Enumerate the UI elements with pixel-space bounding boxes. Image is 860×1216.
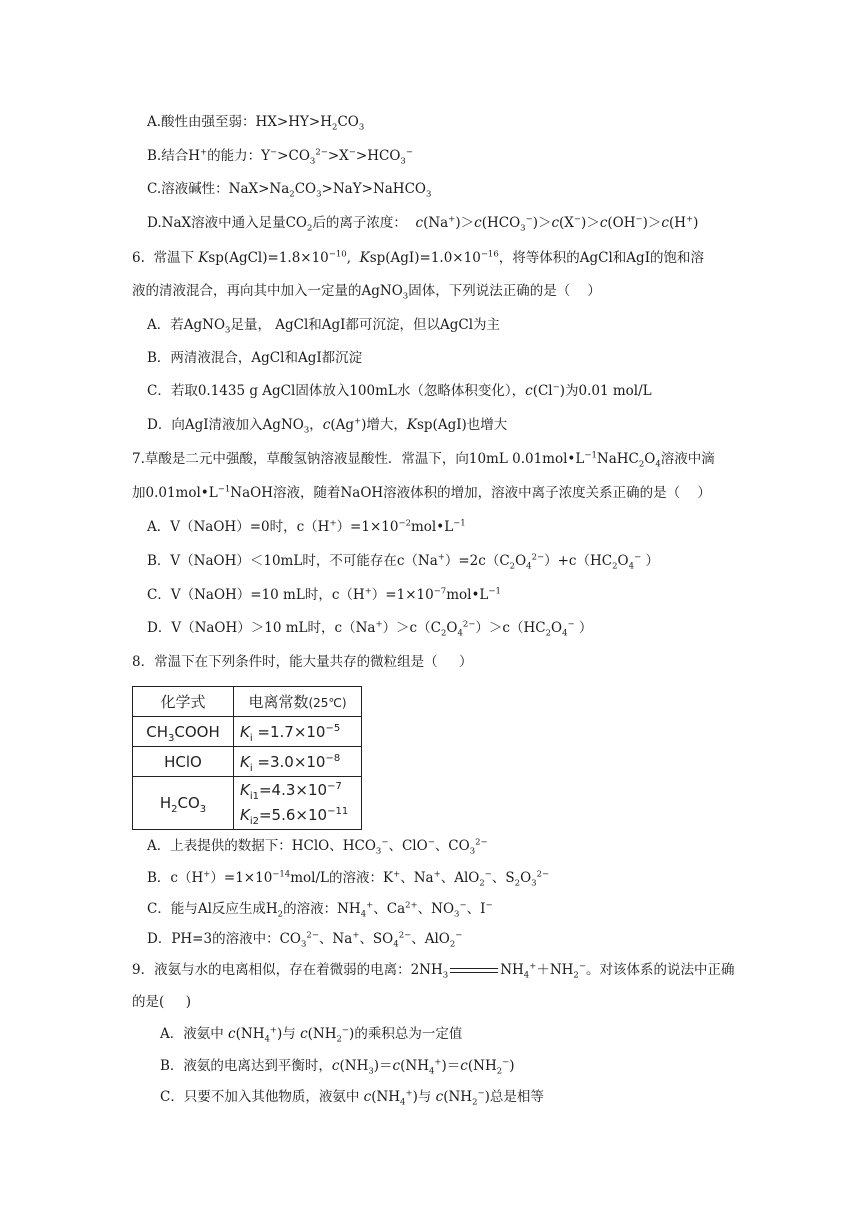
q6-stem-line2: 液的清液混合，再向其中加入一定量的AgNO$_3$固体，下列说法正确的是（ ） <box>132 283 601 302</box>
q6-option-a: A．若AgNO$_3$足量， AgCl和AgI都可沉淀，但以AgCl为主 <box>147 317 501 336</box>
q6-stem-line1: 6. 常温下 $Ksp(AgCl)=1.8\times 10^{-10}$, $Ksp(AgI)=1.0\times 10^{-16}$，将等体积的AgCl和AgI的饱和溶 <box>132 249 705 266</box>
q7-stem-line1: 7.草酸是二元中强酸，草酸氢钠溶液显酸性．常温下，向10mL $0.01mol•L^{-1}NaHC_2O_4$溶液中滴 <box>132 450 715 470</box>
q7-option-a: A．V（NaOH）=0时，$c(H^+)=1\times 10^{-2}mol•L^{-1}$ <box>147 518 466 535</box>
constant-cell: $K_{i1}=4.3\times 10^{-7}$ $K_{i2}=5.6\times 10^{-11}$ <box>234 777 362 830</box>
formula-cell: $CH_3COOH$ <box>133 717 234 747</box>
q8-option-c: C．能与Al反应生成$H_2$的溶液：$NH_4^+$、$Ca^{2+}$、$NO_3^-$、I− <box>147 900 493 920</box>
q9-option-b: B．液氨的电离达到平衡时，$c(NH_3)=c(NH_4^+)=c(NH_2^-)$ <box>160 1057 515 1077</box>
q8-option-a: A．上表提供的数据下：HClO、$HCO_3^-$、ClO−、$CO_3^{2-}$ <box>147 837 488 857</box>
q9-option-c: C．只要不加入其他物质，液氨中 $c(NH_4^+)$与 $c(NH_2^-)$总是相等 <box>160 1088 544 1108</box>
q7-option-b: B．V（NaOH）＜10mL时，不可能存在$c(Na^+)=2c(C_2O_4^{2-})+c(HC_2O_4^-$ ） <box>147 552 659 572</box>
constant-cell: $K_i =3.0\times 10^{-8}$ <box>234 747 362 777</box>
constant-cell: $K_i =1.7\times 10^{-5}$ <box>234 717 362 747</box>
formula-cell: HClO <box>133 747 234 777</box>
q8-stem: 8．常温下在下列条件时，能大量共存的微粒组是（ ） <box>132 654 473 670</box>
table-row <box>133 717 362 747</box>
header-formula: 化学式 <box>133 687 234 717</box>
q9-option-a: A．液氨中 $c(NH_4^+)$与 $c(NH_2^-)$的乘积总为一定值 <box>160 1025 463 1045</box>
q7-stem-line2: 加$0.01mol•L^{-1}NaOH$溶液，随着NaOH溶液体积的增加，溶液中离子浓度关系正确的是（ ） <box>132 484 711 501</box>
q9-stem-line1: 9．液氨与水的电离相似，存在着微弱的电离：$2NH_3$ $NH_4^++NH_2^-$。对该体系的说法中正确 <box>132 961 735 981</box>
q6-option-c: C．若取0.1435 g AgCl固体放入100mL水（忽略体积变化），c(Cl−)为0.01 mol/L <box>147 382 652 399</box>
table-row <box>133 747 362 777</box>
q5-option-a: A.酸性由强至弱：$HX>HY>H_2CO_3$ <box>147 114 365 133</box>
table-header-row <box>133 687 362 717</box>
ionization-constant-table <box>132 686 362 830</box>
q5-option-d: D.NaX溶液中通入足量$CO_2$后的离子浓度： $c(Na^+)>c(HCO_3^-)>c(X^-)>c(OH^-)>c(H^+)$ <box>147 214 699 234</box>
q6-option-d: D．向AgI清液加入AgNO$_3$，c(Ag+)增大，Ksp(AgI)也增大 <box>147 416 508 436</box>
q7-option-d: D．V（NaOH）＞10 mL时，$c(Na^+)>c(C_2O_4^{2-})>c(HC_2O_4^-$ ） <box>147 619 593 639</box>
equilibrium-arrow-icon <box>450 966 498 976</box>
q5-option-c: C.溶液碱性：$NaX>Na_2CO_3>NaY>NaHCO_3$ <box>147 181 432 200</box>
formula-cell: $H_2CO_3$ <box>133 777 234 830</box>
table-row <box>133 777 362 830</box>
q9-stem-line2: 的是( ) <box>132 994 191 1010</box>
q8-option-d: D．PH=3的溶液中：$CO_3^{2-}$、Na+、$SO_4^{2-}$、AlO$_2$− <box>147 930 463 950</box>
q5-option-b: B.结合H+的能力：$Y^->CO_3^{2-}>X^->HCO_3^-$ <box>147 147 413 167</box>
q6-option-b: B．两清液混合，AgCl和AgI都沉淀 <box>147 350 363 366</box>
q8-option-b: B．$c(H^+)=1\times 10^{-14}mol/L$的溶液：K+、Na+、AlO$_2$−、$S_2O_3^{2-}$ <box>147 869 550 889</box>
header-constant: 电离常数(25℃) <box>234 687 362 717</box>
q7-option-c: C．V（NaOH）=10 mL时，$c(H^+)=1\times 10^{-7}mol•L^{-1}$ <box>147 586 501 603</box>
